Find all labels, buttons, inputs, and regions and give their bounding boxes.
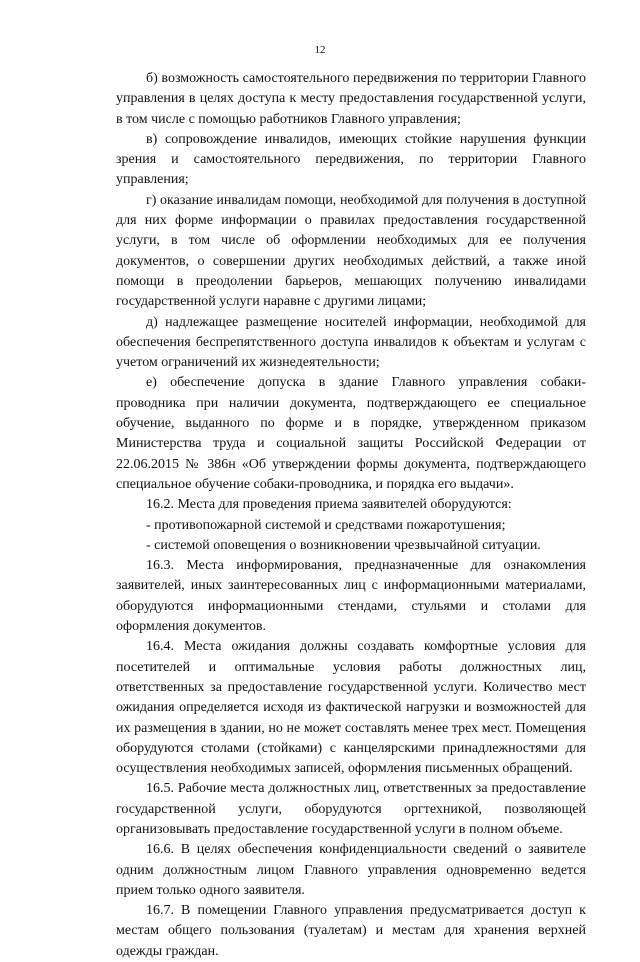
paragraph-d: д) надлежащее размещение носителей информации, необходимой для обеспечения беспрепятственного доступа инвалидов к объектам и услугам с учетом ограничений их жизнедеятельности; xyxy=(116,314,586,371)
paragraph-16-3: 16.3. Места информирования, предназначенные для ознакомления заявителей, иных заинтересованных лиц с информационными материалами, оборудуются информационными стендами, стульями и столами для оформления документов. xyxy=(116,558,586,635)
paragraph-16-7: 16.7. В помещении Главного управления предусматривается доступ к местам общего пользования (туалетам) и местам для хранения верхней одежды граждан. xyxy=(116,903,586,959)
list-item-emergency-alert: - системой оповещения о возникновении чрезвычайной ситуации. xyxy=(146,537,541,553)
paragraph-16-2: 16.2. Места для проведения приема заявителей оборудуются: xyxy=(146,497,512,513)
document-body xyxy=(116,69,586,962)
paragraph-16-5: 16.5. Рабочие места должностных лиц, ответственных за предоставление государственной услуги, оборудуются оргтехникой, позволяющей организовывать предоставление государственной услуги в полном объеме. xyxy=(116,781,586,837)
paragraph-g: г) оказание инвалидам помощи, необходимой для получения в доступной для них форме информации о правилах предоставления государственной услуги, в том числе об оформлении необходимых для ее получения документов, о совершении других необходимых действий, а также иной помощи в преодолении барьеров, мешающих получению инвалидами государственной услуги наравне с другими лицами; xyxy=(116,192,586,310)
paragraph-b: б) возможность самостоятельного передвижения по территории Главного управления в целях доступа к месту предоставления государственной услуги, в том числе с помощью работников Главного управления; xyxy=(116,71,586,127)
paragraph-16-4: 16.4. Места ожидания должны создавать комфортные условия для посетителей и оптимальные условия работы должностных лиц, ответственных за предоставление государственной услуги. Количество мест ожидания определяется исходя из фактической нагрузки и возможностей для их размещения в здании, но не может составлять менее трех мест. Помещения оборудуются столами (стойками) с канцелярскими принадлежностями для осуществления необходимых записей, оформления письменных обращений. xyxy=(116,639,586,777)
page-number: 12 xyxy=(314,44,326,56)
paragraph-v: в) сопровождение инвалидов, имеющих стойкие нарушения функции зрения и самостоятельного передвижения, по территории Главного управления; xyxy=(116,131,586,188)
paragraph-16-6: 16.6. В целях обеспечения конфиденциальности сведений о заявителе одним должностным лицом Главного управления одновременно ведется прием только одного заявителя. xyxy=(116,842,586,898)
list-item-fire-protection: - противопожарной системой и средствами пожаротушения; xyxy=(146,517,506,533)
paragraph-e: е) обеспечение допуска в здание Главного управления собаки-проводника при наличии документа, подтверждающего ее специальное обучение, выданного по форме и в порядке, утвержденном приказом Министерства труда и социальной защиты Российской Федерации от 22.06.2015 № 386н «Об утверждении формы документа, подтверждающего специальное обучение собаки-проводника, и порядка его выдачи». xyxy=(116,375,586,492)
